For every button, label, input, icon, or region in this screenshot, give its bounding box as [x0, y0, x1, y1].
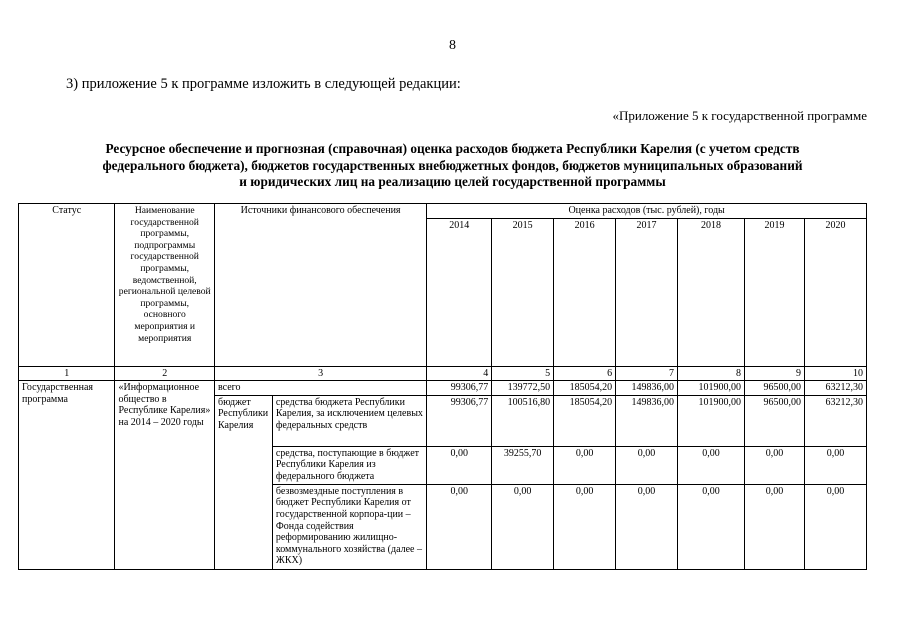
value-cell: 100516,80: [492, 395, 554, 446]
value-cell: 0,00: [554, 484, 616, 569]
value-cell: 0,00: [492, 484, 554, 569]
column-number: 8: [678, 366, 745, 381]
value-cell: 185054,20: [554, 381, 616, 396]
value-cell: 63212,30: [804, 395, 866, 446]
year-header: 2014: [427, 218, 492, 366]
value-cell: 0,00: [745, 446, 805, 484]
header-name: Наименование государственной программы, подпрограммы государственной программы, ведомственной, региональной целевой программы, основного мероприятия и мероприятия: [115, 204, 215, 367]
value-cell: 149836,00: [616, 381, 678, 396]
value-cell: 0,00: [616, 446, 678, 484]
value-cell: 99306,77: [427, 395, 492, 446]
value-cell: 39255,70: [492, 446, 554, 484]
header-sources: Источники финансового обеспечения: [214, 204, 426, 367]
value-cell: 101900,00: [678, 381, 745, 396]
column-number-row: [19, 366, 867, 381]
column-number: 4: [427, 366, 492, 381]
table-row: [19, 381, 867, 396]
header-status: Статус: [19, 204, 115, 367]
value-cell: 0,00: [427, 446, 492, 484]
value-cell: 101900,00: [678, 395, 745, 446]
budget-label-cell: бюджет Республики Карелия: [214, 395, 272, 569]
year-header: 2019: [745, 218, 805, 366]
column-number: 9: [745, 366, 805, 381]
value-cell: 0,00: [616, 484, 678, 569]
year-header: 2016: [554, 218, 616, 366]
resource-table: [18, 203, 867, 570]
year-header: 2017: [616, 218, 678, 366]
source-cell: средства, поступающие в бюджет Республики Карелия из федерального бюджета: [272, 446, 426, 484]
source-cell: безвозмездные поступления в бюджет Республики Карелия от государственной корпора-ции – Фонда содействия реформированию жилищно-коммунального хозяйства (далее – ЖКХ): [272, 484, 426, 569]
column-number: 2: [115, 366, 215, 381]
column-number: 7: [616, 366, 678, 381]
status-cell: Государственная программа: [19, 381, 115, 570]
document-title: [40, 141, 865, 191]
program-name-cell: «Информационное общество в Республике Карелия» на 2014 – 2020 годы: [115, 381, 215, 570]
value-cell: 0,00: [678, 484, 745, 569]
column-number: 10: [804, 366, 866, 381]
value-cell: 99306,77: [427, 381, 492, 396]
source-cell: всего: [214, 381, 426, 396]
value-cell: 149836,00: [616, 395, 678, 446]
page-number: 8: [449, 38, 456, 53]
year-header: 2018: [678, 218, 745, 366]
title-line-1: Ресурсное обеспечение и прогнозная (справочная) оценка расходов бюджета Республики Карелия (с учетом средств: [105, 141, 800, 156]
title-line-3: и юридических лиц на реализацию целей государственной программы: [239, 174, 666, 189]
column-number: 3: [214, 366, 426, 381]
year-header: 2015: [492, 218, 554, 366]
value-cell: 96500,00: [745, 395, 805, 446]
column-number: 5: [492, 366, 554, 381]
value-cell: 0,00: [554, 446, 616, 484]
value-cell: 96500,00: [745, 381, 805, 396]
value-cell: 0,00: [804, 446, 866, 484]
value-cell: 0,00: [678, 446, 745, 484]
column-number: 6: [554, 366, 616, 381]
title-line-2: федерального бюджета), бюджетов государственных внебюджетных фондов, бюджетов муниципальных образований: [102, 157, 803, 173]
appendix-label: «Приложение 5 к государственной программе: [612, 108, 867, 123]
header-estimate: Оценка расходов (тыс. рублей), годы: [427, 204, 867, 219]
intro-text: 3) приложение 5 к программе изложить в следующей редакции:: [66, 76, 461, 92]
value-cell: 139772,50: [492, 381, 554, 396]
value-cell: 63212,30: [804, 381, 866, 396]
value-cell: 0,00: [745, 484, 805, 569]
value-cell: 185054,20: [554, 395, 616, 446]
value-cell: 0,00: [804, 484, 866, 569]
year-header: 2020: [804, 218, 866, 366]
header-row: [19, 204, 867, 219]
value-cell: 0,00: [427, 484, 492, 569]
source-cell: средства бюджета Республики Карелия, за исключением целевых федеральных средств: [272, 395, 426, 446]
column-number: 1: [19, 366, 115, 381]
